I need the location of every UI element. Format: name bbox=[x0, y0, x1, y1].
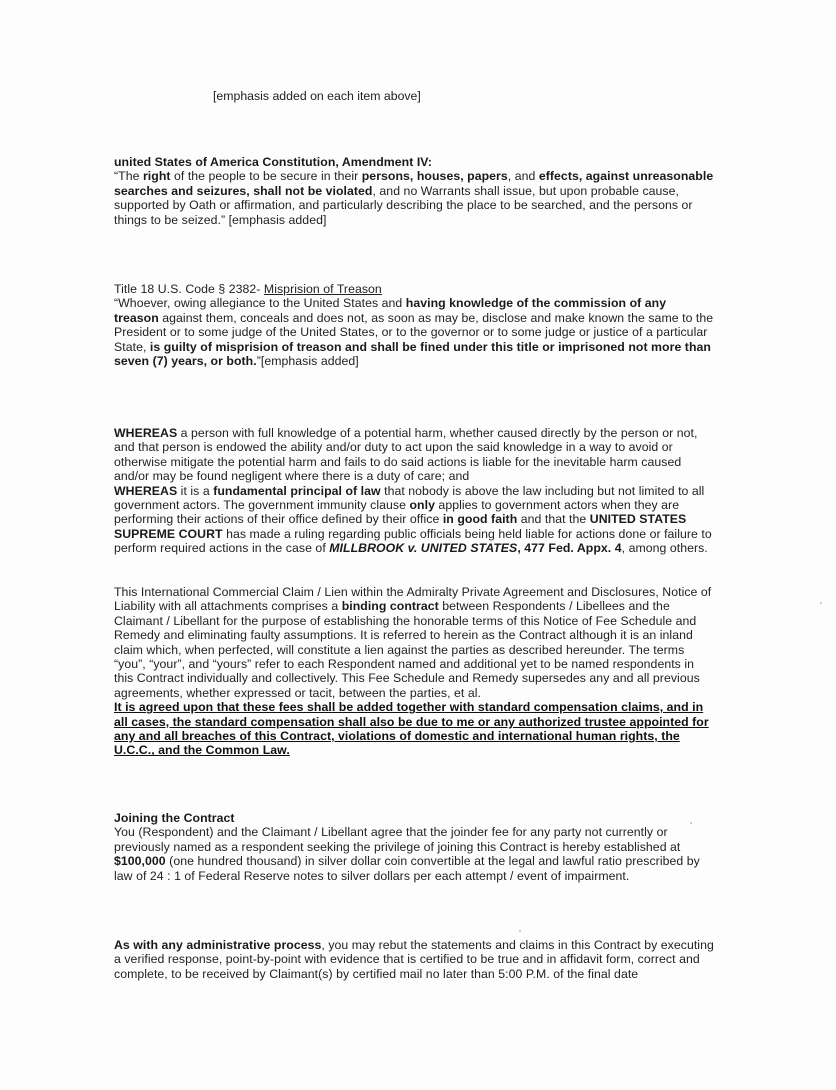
scan-speck bbox=[820, 602, 822, 604]
treason-heading-link: Misprision of Treason bbox=[263, 282, 382, 296]
treason-text: “Whoever, owing allegiance to the United States and having knowledge of the commission of any treason against them, conceals and does not, as soon as may be, disclose and make known the same to the President or to some judge of the United States, or to the governor or to some judge or justice of a particular State, is guilty of misprision of treason and shall be fined under this title or imprisoned not more than seven (7) years, or both.”[emphasis added] bbox=[114, 296, 714, 369]
admin-text: As with any administrative process, you may rebut the statements and claims in this Contract by executing a verified response, point-by-point with evidence that is certified to be true and in affidavit form, correct and complete, to be received by Claimant(s) by certified mail no later than 5:00 P.M. of the final date bbox=[114, 938, 714, 981]
scan-speck bbox=[690, 822, 692, 824]
emphasis-note: [emphasis added on each item above] bbox=[213, 89, 421, 103]
claim-section bbox=[114, 585, 714, 758]
joining-text: You (Respondent) and the Claimant / Libellant agree that the joinder fee for any party not currently or previously named as a respondent seeking the privilege of joining this Contract is hereby established at $100,000 (one hundred thousand) in silver dollar coin convertible at the legal and lawful ratio prescribed by law of 24 : 1 of Federal Reserve notes to silver dollars per each attempt / event of impairment. bbox=[114, 825, 700, 883]
claim-text: This International Commercial Claim / Lien within the Admiralty Private Agreement and Disclosures, Notice of Liability with all attachments comprises a binding contract between Respondents / Libellees and the Claimant / Libellant for the purpose of establishing the honorable terms of this Notice of Fee Schedule and Remedy and eliminating faulty assumptions. It is referred to herein as the Contract although it is an inland claim which, when perfected, will constitute a lien against the parties as described hereunder. The terms “you”, “your”, and “yours” refer to each Respondent named and additional yet to be named respondents in this Contract individually and collectively. This Fee Schedule and Remedy supersedes any and all previous agreements, whether expressed or tacit, between the parties, et al. bbox=[114, 585, 712, 700]
amendment-heading: united States of America Constitution, Amendment IV: bbox=[114, 155, 433, 169]
claim-agreed-text: It is agreed upon that these fees shall be added together with standard compensation claims, and in all cases, the standard compensation shall also be due to me or any authorized trustee appointed for any and all breaches of this Contract, violations of domestic and international human rights, the U.C.C., and the Common Law. bbox=[114, 700, 709, 758]
amendment-section bbox=[114, 155, 714, 227]
whereas-clause-1: WHEREAS a person with full knowledge of a potential harm, whether caused directly by the person or not, and that person is endowed the ability and/or duty to act upon the said knowledge in a way to avoid or otherwise mitigate the potential harm and fails to do said actions is liable for the inevitable harm caused and/or may be found negligent where there is a duty of care; and bbox=[114, 426, 698, 484]
admin-section bbox=[114, 938, 714, 981]
whereas-clause-2: WHEREAS it is a fundamental principal of law that nobody is above the law including but not limited to all government actors. The government immunity clause only applies to government actors when they are performing their actions of their office defined by their office in good faith and that the UNITED STATES SUPREME COURT has made a ruling regarding public officials being held liable for actions done or failure to perform required actions in the case of MILLBROOK v. UNITED STATES, 477 Fed. Appx. 4, among others. bbox=[114, 483, 712, 556]
amendment-text: “The right of the people to be secure in their persons, houses, papers, and effects, against unreasonable searches and seizures, shall not be violated, and no Warrants shall issue, but upon probable cause, supported by Oath or affirmation, and particularly describing the place to be searched, and the persons or things to be seized.” [emphasis added] bbox=[114, 169, 714, 227]
scan-speck bbox=[519, 930, 521, 932]
whereas-section bbox=[114, 426, 714, 556]
joining-section bbox=[114, 811, 714, 883]
treason-section bbox=[114, 282, 714, 368]
joining-heading: Joining the Contract bbox=[114, 811, 235, 825]
treason-heading: Title 18 U.S. Code § 2382- Misprision of Treason bbox=[114, 282, 382, 296]
